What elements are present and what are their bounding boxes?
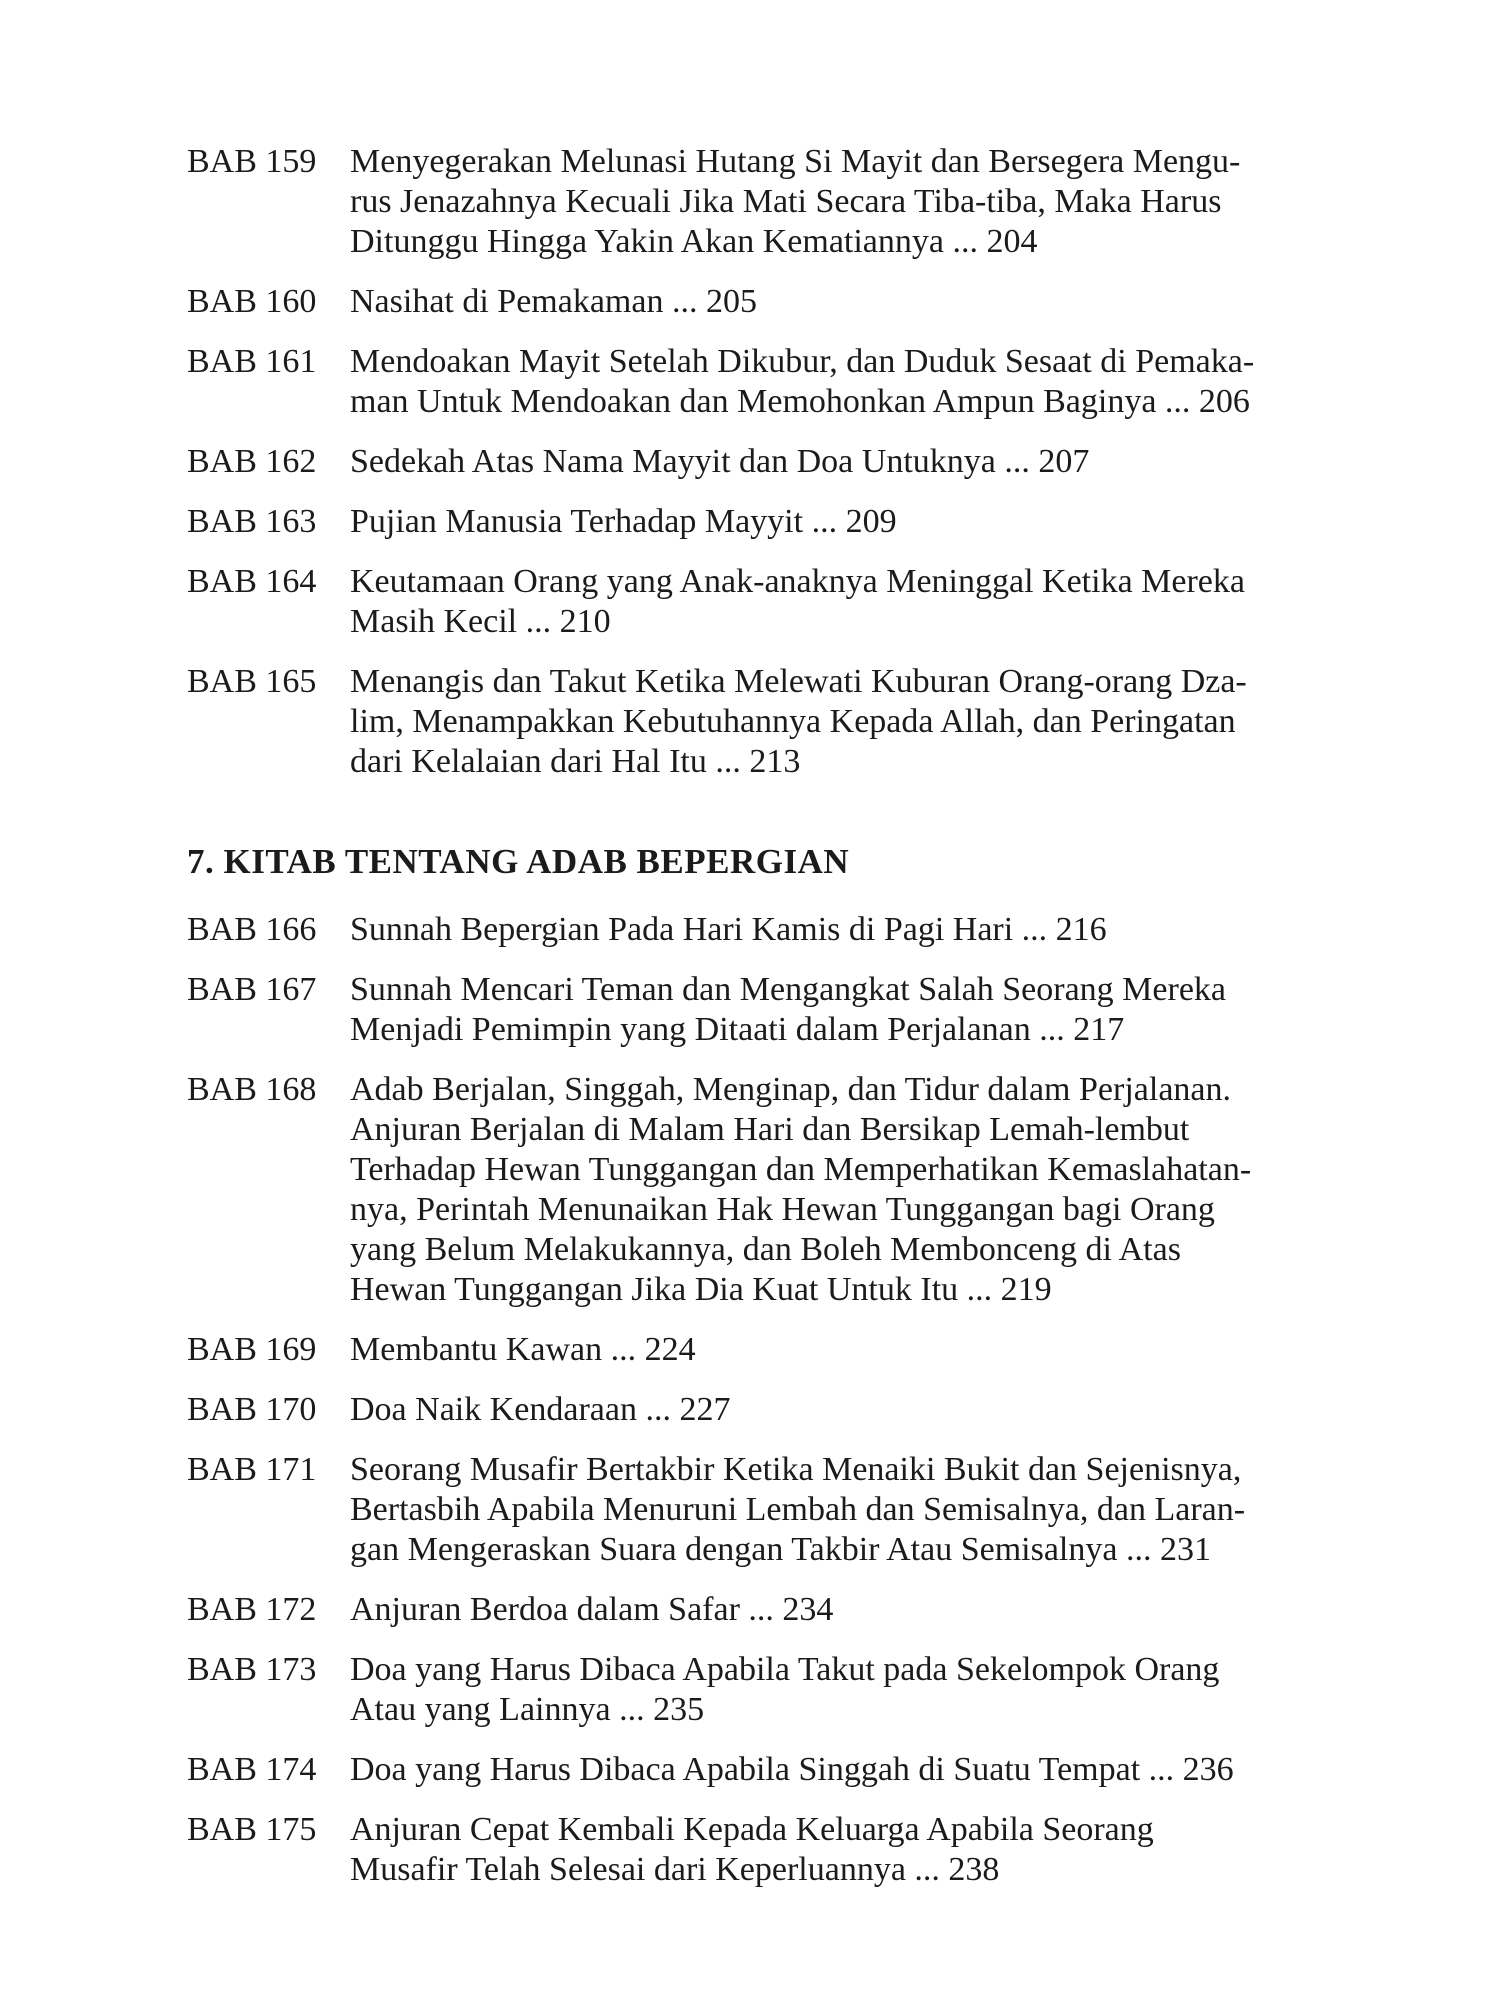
toc-entry — [187, 1750, 1372, 1790]
chapter-title-line: Bertasbih Apabila Menuruni Lembah dan Semisalnya, dan Laran- — [350, 1491, 1246, 1528]
chapter-label: BAB 172 — [187, 1591, 317, 1628]
chapter-label: BAB 163 — [187, 503, 317, 540]
chapter-label: BAB 162 — [187, 443, 317, 480]
chapter-label: BAB 170 — [187, 1391, 317, 1428]
chapter-title-line: Seorang Musafir Bertakbir Ketika Menaiki Bukit dan Sejenisnya, — [350, 1451, 1242, 1488]
chapter-title-line: Sunnah Mencari Teman dan Mengangkat Salah Seorang Mereka — [350, 971, 1226, 1008]
chapter-label: BAB 164 — [187, 563, 317, 600]
chapter-title — [350, 282, 1372, 322]
chapter-title-line: nya, Perintah Menunaikan Hak Hewan Tunggangan bagi Orang — [350, 1191, 1215, 1228]
chapter-label: BAB 174 — [187, 1751, 317, 1788]
chapter-title-line: Nasihat di Pemakaman ... 205 — [350, 283, 757, 320]
toc-entry — [187, 282, 1372, 322]
chapter-title — [350, 1070, 1372, 1310]
section-heading: 7. KITAB TENTANG ADAB BEPERGIAN — [187, 842, 850, 881]
chapter-title-line: yang Belum Melakukannya, dan Boleh Membonceng di Atas — [350, 1231, 1181, 1268]
chapter-title-line: Mendoakan Mayit Setelah Dikubur, dan Duduk Sesaat di Pemaka- — [350, 343, 1255, 380]
chapter-title-line: Terhadap Hewan Tunggangan dan Memperhatikan Kemaslahatan- — [350, 1151, 1252, 1188]
chapter-title-line: rus Jenazahnya Kecuali Jika Mati Secara Tiba-tiba, Maka Harus — [350, 183, 1222, 220]
chapter-label: BAB 173 — [187, 1651, 317, 1688]
chapter-title-line: Masih Kecil ... 210 — [350, 603, 611, 640]
chapter-title-line: Keutamaan Orang yang Anak-anaknya Meninggal Ketika Mereka — [350, 563, 1245, 600]
chapter-title-line: Doa yang Harus Dibaca Apabila Takut pada Sekelompok Orang — [350, 1651, 1220, 1688]
chapter-title-line: Anjuran Berjalan di Malam Hari dan Bersikap Lemah-lembut — [350, 1111, 1190, 1148]
chapter-title-line: gan Mengeraskan Suara dengan Takbir Atau Semisalnya ... 231 — [350, 1531, 1211, 1568]
chapter-title-line: Pujian Manusia Terhadap Mayyit ... 209 — [350, 503, 897, 540]
chapter-title — [350, 910, 1372, 950]
chapter-title-line: Doa yang Harus Dibaca Apabila Singgah di Suatu Tempat ... 236 — [350, 1751, 1234, 1788]
chapter-title-line: Musafir Telah Selesai dari Keperluannya ... 238 — [350, 1851, 1000, 1888]
chapter-title — [350, 1590, 1372, 1630]
chapter-title — [350, 442, 1372, 482]
chapter-title — [350, 142, 1372, 262]
chapter-label: BAB 161 — [187, 343, 317, 380]
chapter-title-line: Sunnah Bepergian Pada Hari Kamis di Pagi Hari ... 216 — [350, 911, 1107, 948]
chapter-label: BAB 166 — [187, 911, 317, 948]
chapter-title — [350, 502, 1372, 542]
chapter-title — [350, 970, 1372, 1050]
chapter-title — [350, 1750, 1372, 1790]
toc-entry — [187, 1810, 1372, 1890]
chapter-title-line: Membantu Kawan ... 224 — [350, 1331, 696, 1368]
toc-entry — [187, 970, 1372, 1050]
chapter-label: BAB 175 — [187, 1811, 317, 1848]
toc-entry — [187, 1330, 1372, 1370]
chapter-title — [350, 1390, 1372, 1430]
chapter-title — [350, 1450, 1372, 1570]
chapter-title — [350, 562, 1372, 642]
chapter-title — [350, 1810, 1372, 1890]
chapter-label: BAB 165 — [187, 663, 317, 700]
chapter-title-line: Anjuran Cepat Kembali Kepada Keluarga Apabila Seorang — [350, 1811, 1154, 1848]
toc-content — [187, 142, 1372, 1910]
toc-entry — [187, 502, 1372, 542]
chapter-title-line: Ditunggu Hingga Yakin Akan Kematiannya ... 204 — [350, 223, 1038, 260]
toc-entry — [187, 562, 1372, 642]
chapter-title-line: Doa Naik Kendaraan ... 227 — [350, 1391, 731, 1428]
chapter-title-line: Anjuran Berdoa dalam Safar ... 234 — [350, 1591, 834, 1628]
toc-entry — [187, 662, 1372, 782]
toc-entry — [187, 342, 1372, 422]
toc-entry — [187, 1650, 1372, 1730]
chapter-title — [350, 1650, 1372, 1730]
chapter-title — [350, 342, 1372, 422]
chapter-title-line: Sedekah Atas Nama Mayyit dan Doa Untuknya ... 207 — [350, 443, 1090, 480]
chapter-title-line: lim, Menampakkan Kebutuhannya Kepada Allah, dan Peringatan — [350, 703, 1236, 740]
toc-entry — [187, 1390, 1372, 1430]
chapter-title-line: man Untuk Mendoakan dan Memohonkan Ampun Baginya ... 206 — [350, 383, 1250, 420]
toc-entry — [187, 442, 1372, 482]
chapter-label: BAB 167 — [187, 971, 317, 1008]
toc-entry — [187, 142, 1372, 262]
toc-entry — [187, 1450, 1372, 1570]
chapter-title-line: dari Kelalaian dari Hal Itu ... 213 — [350, 743, 801, 780]
chapter-title — [350, 662, 1372, 782]
chapter-title-line: Menjadi Pemimpin yang Ditaati dalam Perjalanan ... 217 — [350, 1011, 1125, 1048]
toc-entry — [187, 1070, 1372, 1310]
chapter-title-line: Hewan Tunggangan Jika Dia Kuat Untuk Itu ... 219 — [350, 1271, 1052, 1308]
chapter-label: BAB 160 — [187, 283, 317, 320]
chapter-title-line: Adab Berjalan, Singgah, Menginap, dan Tidur dalam Perjalanan. — [350, 1071, 1231, 1108]
chapter-label: BAB 159 — [187, 143, 317, 180]
chapter-title-line: Menangis dan Takut Ketika Melewati Kuburan Orang-orang Dza- — [350, 663, 1247, 700]
chapter-label: BAB 168 — [187, 1071, 317, 1108]
toc-entry — [187, 910, 1372, 950]
toc-entry — [187, 1590, 1372, 1630]
chapter-label: BAB 169 — [187, 1331, 317, 1368]
chapter-title-line: Atau yang Lainnya ... 235 — [350, 1691, 705, 1728]
chapter-label: BAB 171 — [187, 1451, 317, 1488]
chapter-title-line: Menyegerakan Melunasi Hutang Si Mayit dan Bersegera Mengu- — [350, 143, 1241, 180]
chapter-title — [350, 1330, 1372, 1370]
